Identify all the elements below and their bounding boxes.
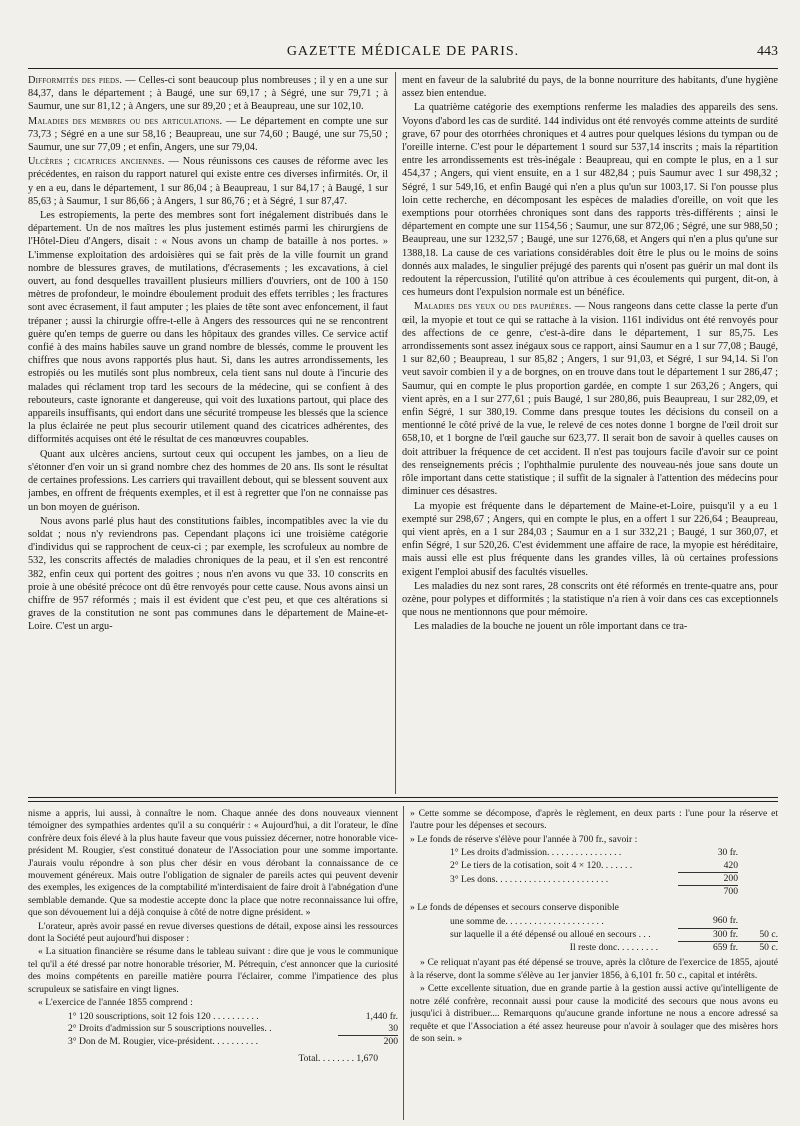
table-cell: 1° Les droits d'admission. . . . . . . . . . . . . . . . [450,847,622,859]
table-cell: 3° Les dons. . . . . . . . . . . . . . . . . . . . . . . . [450,873,609,885]
table-cell: 3° Don de M. Rougier, vice-président. . . . . . . . . . [68,1036,258,1048]
paragraph: La quatrième catégorie des exemptions renferme les maladies des appareils des sens. Voyons d'abord les cas de surdité. 144 individus ont été renvoyés comme atteints de surdité grave, 67 pour des otorrhées chroniques et 4 autres pour quelques lésions du tympan ou de l'oreille interne. C'est pour le département 1 sourd sur 537,14 inscrits ; mais la répartition entre les arrondissements est très-inégale : Beaupreau, qui en compte le plus, en a 1 sur 454,37 ; Angers, qui vient ensuite, en a 1 sur 482,84 ; puis Saumur avec 1 sur 498,32 ; Ségré, 1 sur 549,16, et enfin Baugé qui n'en a plus qu'un sur 1003,17. Si l'on pousse plus loin cette recherche, en décomposant les espèces de maladies d'oreille, on voit que les exemptions pour otorrhées chroniques sont dans des rapports très-différents ; ainsi le département en compte une sur 1154,56 ; Saumur, une sur 872,06 ; Ségré, une sur 988,50 ; Beaupreau, une sur 1232,57 ; Baugé, une sur 1276,68, et Angers qui n'en a plus qu'une sur 1388,18. La cause de ces variations considérables doit être le plus ou le moins de soins donnés aux malades, le singulier préjugé des parents qui n'osent pas guérir un mal dont ils redoutent la répercussion, l'utilité qu'on attribue à ces écoulements qui purgent, dit-on, à ces humeurs dont l'expulsion normale est un bénéfice. [402,102,778,299]
paragraph-text: — Nous réunissons ces causes de réforme avec les précédentes, en raison du rapport naturel qui existe entre ces diverses infirmités. Or, il y en a eu, dans le département, 1 sur 86,04 ; à Beaupreau, 1 sur 84,17 ; à Baugé, 1 sur 85,63 ; à Saumur, 1 sur 86,66 ; à Angers, 1 sur 86,76 ; et à Ségré, 1 sur 87,47. [28,156,388,207]
total-cell: Total. . . . . . . . 1,670 [298,1052,378,1064]
table-cell: Il reste donc. . . . . . . . . [569,942,658,954]
table-row [410,942,778,955]
page-number: 443 [757,44,778,59]
table-cell: 2° Le tiers de la cotisation, soit 4 × 120. . . . . . . [450,860,633,872]
table-cell: 300 fr. [678,928,738,941]
paragraph: Quant aux ulcères anciens, surtout ceux qui occupent les jambes, on a lieu de s'étonner d'en voir un si grand nombre chez des hommes de 20 ans. Ils sont le résultat de certaines professions. Les carriers qui travaillent debout, qui se blessent souvent aux jambes, en offrent de fréquents exemples, et il est à regretter que l'on ne connaisse pas un bon moyen de guérison. [28,448,388,513]
paragraph [28,155,388,208]
paragraph: « La situation financière se résume dans le tableau suivant : dire que je vous le communique tel qu'il a été dressé par notre honorable trésorier, M. Pétrequin, c'est annoncer que la curiosité des moins compétents en pareille matière pourra l'éclairer, comme l'impatience des plus scrupuleux se satisfaire en vingt lignes. [28,946,398,995]
section-heading: Maladies des membres ou des articulations. [28,115,223,127]
table-row [410,860,778,873]
section-heading: Ulcères ; cicatrices anciennes. [28,156,165,168]
paragraph: » Cette excellente situation, due en grande partie à la gestion aussi active qu'intelligente de notre zélé confrère, reconnait aussi pour cause la modicité des secours que nous avons eu jusqu'ici à distribuer.... Remarquons qu'aucune grande infortune ne nous a encore adressé sa requête et que l'Association a été assez heureuse pour n'avoir à soulager que des misères hors de son sein. » [410,983,778,1044]
accounts-table [28,1011,398,1066]
table-cell: 200 [678,873,738,886]
table-row [410,928,778,941]
paragraph: La myopie est fréquente dans le département de Maine-et-Loire, puisqu'il y a eu 1 exempté sur 298,67 ; Angers, qui en compte le plus, en a offert 1 sur 226,64 ; Beaupreau, qui vient après, en a 1 sur 284,03 ; Saumur en a 1 sur 332,21 ; Baugé, 1 sur 360,07, et enfin Ségré, 1 sur 520,26. C'est évidemment une affaire de race, la myopie est héréditaire, mais aussi elle est plus fréquente dans les grandes villes, là où certaines professions exigent l'emploi abusif des facultés visuelles. [402,500,778,578]
table-row [28,1049,398,1065]
table-row [410,886,778,899]
table-cell: 2° Droits d'admission sur 5 souscriptions nouvelles. . [68,1023,272,1035]
table-cell: 1° 120 souscriptions, soit 12 fois 120 . . . . . . . . . . [68,1010,259,1022]
paragraph-text: — Celles-ci sont beaucoup plus nombreuses ; il y en a une sur 84,37, dans le département ; à Baugé, une sur 69,17 ; à Ségré, une sur 79,71 ; à Saumur, une sur 81,12 ; à Angers, une sur 89,20 ; et à Beaupreau, une sur 102,10. [28,75,388,113]
paragraph [402,300,778,498]
paragraph: Les estropiements, la perte des membres sont fort inégalement distribués dans le département. Un de nos maîtres les plus justement estimés parmi les chirurgiens de l'Hôtel-Dieu d'Angers, disait : « Nous avons un champ de bataille à nos portes. » L'immense exploitation des ardoisières qui se fait près de la ville fournit un grand nombre de blessures graves, de mutilations, d'écrasements ; les excavations, à ciel ouvert, au fond desquelles travaillent plusieurs milliers d'ouvriers, ont de 100 à 150 mètres de profondeur, le moindre éboulement produit des effets terribles ; les fractures sont avec écrasement, il faut amputer ; les plaies de tête sont avec enfoncement, il faut trépaner ; aussi la chirurgie offre-t-elle à Angers des ressources qui ne se rencontrent guère qu'en temps de guerre ou dans les hôpitaux des grandes villes. Ce service actif confié à des mains habiles sauve un grand nombre de blessés, comme le prouvent les chiffres que nous avons rapportés plus haut. Si, dans les autres arrondissements, les estropiés ou les mutilés sont plus nombreux, cela tient sans nul doute à l'incurie des malades qui réclament trop tard les secours de la médecine, qui se confient à des rebouteurs, caste ignorante et dangereuse, qui voit des luxations partout, qui place des appareils insuffisants, qui endort dans une sécurité trompeuse les blessés que la science la plus éclairée ne peut plus secourir utilement quand des cicatrices adhérentes, des difformités acquises ont été le résultat de ces manœuvres coupables. [28,210,388,446]
page-header [28,44,778,66]
paragraph: Les maladies du nez sont rares, 28 conscrits ont été réformés en trente-quatre ans, pour ozène, pour polypes et difformités ; la statistique n'a rien à voir dans ces cas exceptionnels que nous ne mentionnons que pour mémoire. [402,580,778,619]
table-cell: 30 fr. [717,847,738,859]
paragraph: L'orateur, après avoir passé en revue diverses questions de détail, expose ainsi les ressources dont la Société peut aujourd'hui disposer : [28,920,398,945]
section-heading: Maladies des yeux ou des paupières. [414,301,572,313]
table-row [28,1011,398,1023]
total-cell: 659 fr. [678,942,738,955]
paragraph: » Cette somme se décompose, d'après le règlement, en deux parts : l'une pour la réserve et l'autre pour les dépenses et secours. [410,808,778,832]
paragraph-text: — Nous rangeons dans cette classe la perte d'un œil, la myopie et tout ce qui se rattache à la vision. 1161 individus ont été renvoyés pour des affections de ce genre, c'est-à-dire dans le département, 1 sur 85,75. Les arrondissements sont assez inégaux sous ce rapport, ainsi Saumur en a 1 sur 77,08 ; Baugé, 1 sur 82,60 ; Beaupreau, 1 sur 85,82 ; Angers, 1 sur 91,03, et Ségré, 1 sur 94,14. Si l'on veut savoir combien il y a de borgnes, on en trouve dans tout le département 1 sur 286,47 ; Saumur, qui en compte le plus proportion gardée, en compte 1 sur 263,26 ; Angers, qui vient après, en a 1 sur 277,61 ; puis Baugé, 1 sur 280,86, puis Beaupreau, 1 sur 282,09, et enfin Ségré, 1 sur 380,19. Comme dans presque toutes les décisions du conseil on a mentionné le côté privé de la vue, le relevé de ces notes donne 1 borgne de l'œil droit sur 658,10, et 1 borgne de l'œil gauche sur 623,77. Il serait bon de savoir à quelles causes on doit attribuer la fréquence de cet accident. Il n'est pas toujours facile d'avoir sur ce point des renseignements précis ; l'ophthalmie purulente des nouveau-nés joue sans doute un rôle important dans cette statistique ; il suffit de la signaler à l'attention des médecins pour diminuer ces désastres. [402,301,778,498]
table-cell: 960 fr. [712,915,738,927]
table-row [28,1036,398,1049]
paragraph [28,115,388,155]
feuilleton-rule-double [28,801,778,802]
table-cell: 1,440 fr. [365,1010,398,1022]
reserve-table [410,847,778,899]
total-cell: 50 c. [738,942,778,955]
feuilleton-right [410,808,778,1120]
table-cell: 200 [338,1036,398,1049]
table-cell: 420 [723,859,738,871]
table-row [410,847,778,859]
feuilleton-left [28,808,398,1120]
table-cell [738,915,778,928]
table-cell: une somme de. . . . . . . . . . . . . . . . . . . . . [450,915,604,927]
paragraph: » Le fonds de réserve s'élève pour l'année à 700 fr., savoir : [410,833,638,845]
paragraph: Les maladies de la bouche ne jouent un rôle important dans ce tra- [414,621,688,633]
paragraph-text: — Le département en compte une sur 73,73 ; Ségré en a une sur 58,16 ; Beaupreau, une sur 74,60 ; Baugé, une sur 75,50 ; Saumur, une sur 77,09 ; et enfin, Angers, une sur 79,04. [28,115,388,154]
paragraph: » Le fonds de dépenses et secours conserve disponible [410,901,619,913]
right-column [402,74,778,794]
paragraph [28,74,388,114]
section-heading: Difformités des pieds. [28,75,123,86]
table-cell: 50 c. [759,928,778,940]
paragraph: nisme a appris, lui aussi, à connaître le nom. Chaque année des dons nouveaux viennent témoigner des sympathies ardentes qu'il a su conquérir : « Aujourd'hui, a dit l'orateur, le dîne confrère deux fois élevé à la plus haute faveur que vous puissiez décerner, notre honorable vice-président M. Rougier, s'est constitué donateur de l'Association pour une somme importante. J'aurais voulu répondre à son plus cher désir en vous dérobant la connaissance de ce mouvement généreux. Mais outre l'obligation de signaler de pareils actes qui peuvent devenir des exemples, les exigences de la comptabilité m'interdisaient de faire droit à l'abnégation d'une semblable demande. Que sa modestie accepte donc la place que notre reconnaissance lui offre, que son dévouement lui a déjà conquise à côté de notre digne président. » [28,808,398,919]
paragraph: ment en faveur de la salubrité du pays, de la bonne nourriture des habitants, d'une hygiène assez bien entendue. [402,75,778,100]
expense-table [410,915,778,954]
journal-title: GAZETTE MÉDICALE DE PARIS. [286,44,520,59]
table-row [410,873,778,886]
paragraph: « L'exercice de l'année 1855 comprend : [38,997,193,1009]
paragraph: Nous avons parlé plus haut des constitutions faibles, incompatibles avec la vie du soldat ; nous n'y reviendrons pas. Cependant plaçons ici une troisième catégorie d'individus qui se rapprochent de ceux-ci ; par exemple, les scrofuleux au nombre de 532, les conscrits affectés de maladies chroniques de la peau, et il s'en est rencontré 382, enfin ceux qui portent des goitres ; nous n'en avons vu que 33. 10 conscrits en proie à une obésité précoce ont dû être renvoyés pour cette cause. Nous avons ainsi un chiffre de 957 réformés ; mais il est évident que c'est peu, et que ces altérations si graves de la constitution ne sont pas communes dans le département de Maine-et-Loire. C'est un argu- [28,515,388,633]
table-cell: sur laquelle il a été dépensé ou alloué en secours . . . [450,929,651,941]
paragraph: » Ce reliquat n'ayant pas été dépensé se trouve, après la clôture de l'exercice de 1855, ajouté à la réserve, dont la somme s'élève au 1er janvier 1856, à 6,101 fr. 50 c., capital et intérêts. [410,957,778,981]
header-rule [28,68,778,69]
table-row [410,915,778,928]
total-cell: 700 [678,886,738,899]
table-row [28,1023,398,1036]
feuilleton-rule [28,797,778,798]
column-divider [395,72,396,794]
table-cell: 30 [388,1022,398,1034]
footnote-divider [403,806,404,1120]
left-column [28,74,388,794]
